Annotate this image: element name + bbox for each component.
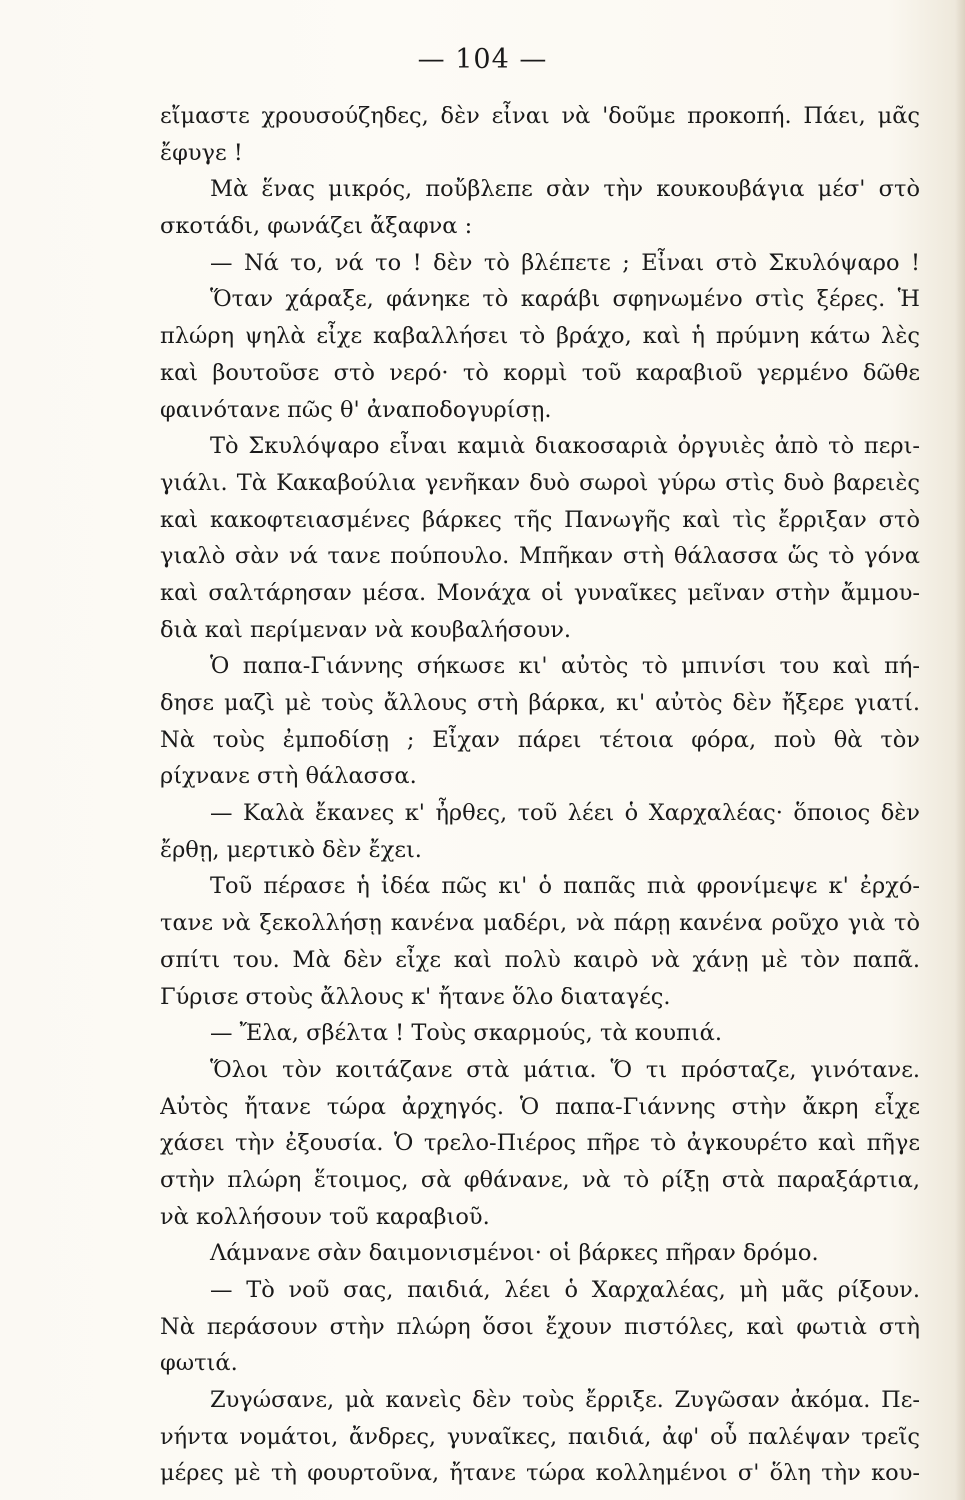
text-line: ἔφυγε !	[160, 139, 243, 166]
text-line: διὰ καὶ περίμεναν νὰ κουβαλήσουν.	[160, 616, 572, 643]
text-line: — Νά το, νά το ! δὲν τὸ βλέπετε ; Εἶναι στὸ Σκυλόψαρο !	[210, 249, 920, 276]
text-line: σκοτάδι, φωνάζει ἄξαφνα :	[160, 213, 473, 240]
page-number: — 104 —	[417, 44, 548, 75]
text-line: πλώρη ψηλὰ εἶχε καβαλλήσει τὸ βράχο, καὶ ἡ πρύμνη κάτω λὲς	[160, 323, 920, 350]
text-line: χάσει τὴν ἐξουσία. Ὁ τρελο-Πιέρος πῆρε τὸ ἀγκουρέτο καὶ πῆγε	[160, 1130, 920, 1157]
page-edge-shadow	[955, 0, 965, 1500]
text-line: Ζυγώσανε, μὰ κανεὶς δὲν τοὺς ἔρριξε. Ζυγῶσαν ἀκόμα. Πε-	[210, 1387, 920, 1414]
text-line: μέρες μὲ τὴ φουρτοῦνα, ἤτανε τώρα κολλημένοι σ' ὅλη τὴν κου-	[160, 1460, 920, 1487]
body-text	[160, 98, 920, 1492]
text-line: ρίχνανε στὴ θάλασσα.	[160, 763, 417, 790]
text-line: καὶ σαλτάρησαν μέσα. Μονάχα οἱ γυναῖκες μεῖναν στὴν ἄμμου-	[160, 579, 920, 606]
text-line: Ὁ παπα-Γιάννης σήκωσε κι' αὐτὸς τὸ μπινίσι του καὶ πή-	[210, 653, 920, 680]
text-line: Τὸ Σκυλόψαρο εἶναι καμιὰ διακοσαριὰ ὀργυιὲς ἀπὸ τὸ περι-	[210, 433, 920, 460]
text-line: νήντα νομάτοι, ἄνδρες, γυναῖκες, παιδιά, ἀφ' οὗ παλέψαν τρεῖς	[160, 1423, 920, 1450]
text-line: φωτιά.	[160, 1350, 238, 1377]
text-line: ἔρθῃ, μερτικὸ δὲν ἔχει.	[160, 836, 422, 863]
text-line: καὶ κακοφτειασμένες βάρκες τῆς Πανωγῆς καὶ τὶς ἔρριξαν στὸ	[160, 506, 920, 533]
text-line: Ὅλοι τὸν κοιτάζανε στὰ μάτια. Ὅ τι πρόσταζε, γινότανε.	[210, 1056, 920, 1083]
text-line: καὶ βουτοῦσε στὸ νερό· τὸ κορμὶ τοῦ καραβιοῦ γερμένο δῶθε	[160, 359, 920, 386]
text-line: Λάμνανε σὰν δαιμονισμένοι· οἱ βάρκες πῆραν δρόμο.	[210, 1240, 819, 1267]
text-line: σπίτι του. Μὰ δὲν εἶχε καὶ πολὺ καιρὸ νὰ χάνῃ μὲ τὸν παπᾶ.	[160, 946, 920, 973]
text-line: — Ἔλα, σβέλτα ! Τοὺς σκαρμούς, τὰ κουπιά.	[210, 1020, 722, 1047]
text-line: — Τὸ νοῦ σας, παιδιά, λέει ὁ Χαρχαλέας, μὴ μᾶς ρίξουν.	[210, 1277, 920, 1303]
text-line: — Καλὰ ἔκανες κ' ἦρθες, τοῦ λέει ὁ Χαρχαλέας· ὅποιος δὲν	[210, 800, 920, 827]
text-line: γιαλὸ σὰν νά τανε πούπουλο. Μπῆκαν στὴ θάλασσα ὥς τὸ γόνα	[160, 543, 920, 570]
text-line: Γύρισε στοὺς ἄλλους κ' ἤτανε ὅλο διαταγές.	[160, 983, 671, 1010]
text-line: στὴν πλώρη ἕτοιμος, σὰ φθάνανε, νὰ τὸ ρίξῃ στὰ παραξάρτια,	[160, 1166, 920, 1193]
text-line: Τοῦ πέρασε ἡ ἰδέα πῶς κι' ὁ παπᾶς πιὰ φρονίμεψε κ' ἐρχό-	[210, 873, 920, 900]
text-line: φαινότανε πῶς θ' ἀναποδογυρίσῃ.	[160, 396, 552, 423]
text-line: Νὰ τοὺς ἐμποδίσῃ ; Εἶχαν πάρει τέτοια φόρα, ποὺ θὰ τὸν	[160, 726, 920, 753]
text-line: γιάλι. Τὰ Κακαβούλια γενῆκαν δυὸ σωροὶ γύρω στὶς δυὸ βαρειὲς	[160, 469, 920, 496]
text-line: Νὰ περάσουν στὴν πλώρη ὅσοι ἔχουν πιστόλες, καὶ φωτιὰ στὴ	[160, 1313, 920, 1340]
text-line: Ὅταν χάραξε, φάνηκε τὸ καράβι σφηνωμένο στὶς ξέρες. Ἡ	[210, 286, 920, 313]
text-line: τανε νὰ ξεκολλήσῃ κανένα μαδέρι, νὰ πάρῃ κανένα ροῦχο γιὰ τὸ	[160, 910, 920, 937]
text-line: Μὰ ἕνας μικρός, ποὔβλεπε σὰν τὴν κουκουβάγια μέσ' στὸ	[210, 176, 920, 203]
text-line: νὰ κολλήσουν τοῦ καραβιοῦ.	[160, 1203, 490, 1230]
text-line: δησε μαζὶ μὲ τοὺς ἄλλους στὴ βάρκα, κι' αὐτὸς δὲν ἤξερε γιατί.	[160, 690, 920, 716]
text-line: Αὐτὸς ἤτανε τώρα ἀρχηγός. Ὁ παπα-Γιάννης στὴν ἄκρη εἶχε	[160, 1093, 920, 1120]
text-line: εἴμαστε χρουσούζηδες, δὲν εἶναι νὰ 'δοῦμε προκοπή. Πάει, μᾶς	[160, 103, 920, 129]
